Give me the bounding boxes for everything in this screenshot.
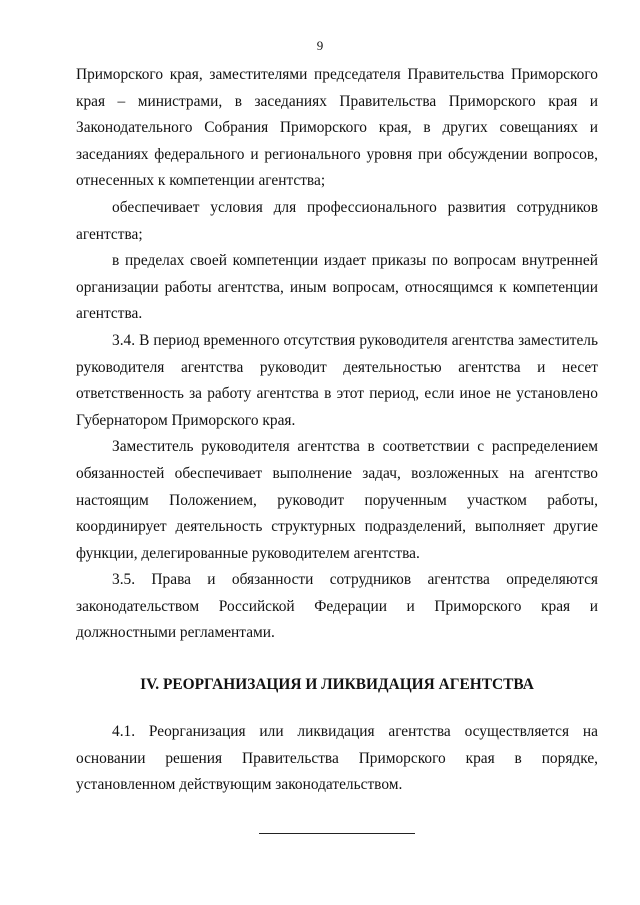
paragraph: 3.5. Права и обязанности сотрудников агентства определяются законодательством Российской Федерации и Приморского края и должностными регламентами. (76, 571, 598, 642)
paragraph: 4.1. Реорганизация или ликвидация агентства осуществляется на основании решения Правительства Приморского края в порядке, установленном действующим законодательством. (76, 723, 598, 794)
page-number: 9 (316, 38, 324, 53)
paragraph: Приморского края, заместителями председателя Правительства Приморского края – министрами, в заседаниях Правительства Приморского края и Законодательного Собрания Приморского края, в других совещаниях и заседаниях федерального и регионального уровня при обсуждении вопросов, отнесенных к компетенции агентства; (76, 66, 598, 190)
end-separator-line (259, 833, 415, 834)
document-body (76, 62, 598, 834)
section-heading: IV. РЕОРГАНИЗАЦИЯ И ЛИКВИДАЦИЯ АГЕНТСТВА (140, 676, 534, 694)
paragraph: 3.4. В период временного отсутствия руководителя агентства заместитель руководителя агентства руководит деятельностью агентства и несет ответственность за работу агентства в этот период, если иное не установлено Губернатором Приморского края. (76, 331, 598, 429)
paragraph: Заместитель руководителя агентства в соответствии с распределением обязанностей обеспечивает выполнение задач, возложенных на агентство настоящим Положением, руководит порученным участком работы, координирует деятельность структурных подразделений, выполняет другие функции, делегированные руководителем агентства. (76, 438, 598, 562)
paragraph: в пределах своей компетенции издает приказы по вопросам внутренней организации работы агентства, иным вопросам, относящимся к компетенции агентства. (76, 252, 598, 323)
paragraph: обеспечивает условия для профессионального развития сотрудников агентства; (76, 198, 598, 243)
